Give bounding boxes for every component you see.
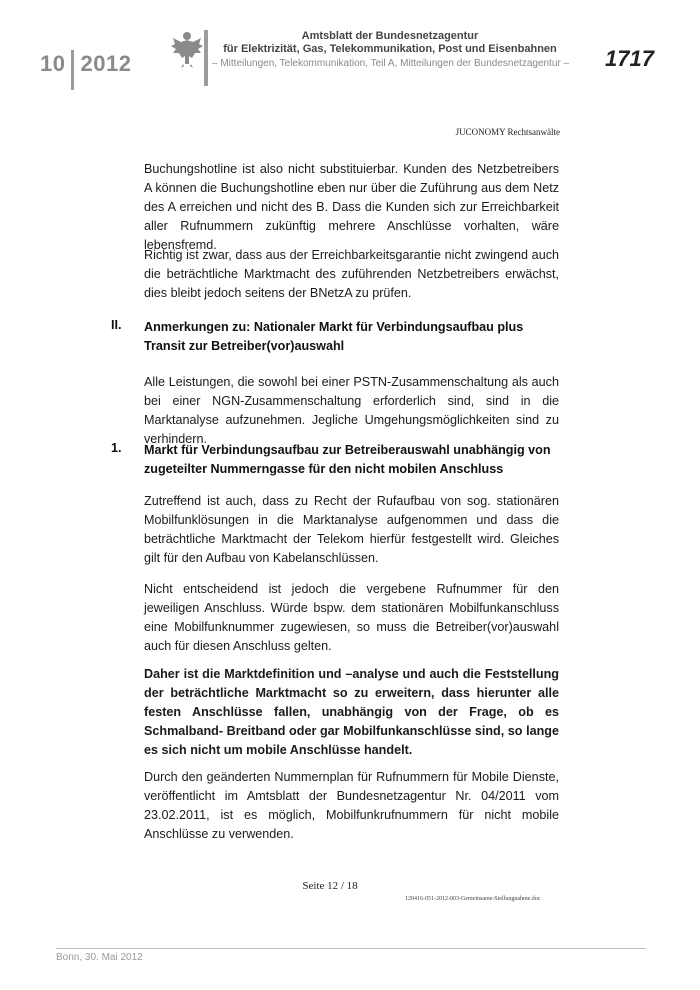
paragraph-7: Durch den geänderten Nummernplan für Rufnummern für Mobile Dienste, veröffentlicht im Amtsblatt der Bundesnetzagentur Nr. 04/2011 vom 23.02.2011, ist es möglich, Mobilfunkrufnummern für nicht mobile Anschlüsse zu verwenden. (144, 770, 559, 841)
page-label: Seite 12 / 18 (302, 880, 358, 892)
journal-subtitle: – Mitteilungen, Telekommunikation, Teil A, Mitteilungen der Bundesnetzagentur – (212, 58, 570, 69)
journal-title (200, 30, 580, 56)
section-number-1: 1. (111, 441, 122, 455)
issue-year: 2012 (80, 51, 132, 76)
page-number: 1717 (605, 46, 654, 71)
paragraph-5: Nicht entscheidend ist jedoch die vergebene Rufnummer für den jeweiligen Anschluss. Würde bspw. dem stationären Mobilfunkanschluss eine Mobilfunknummer zugewiesen, so muss die Betreiber(vor)auswahl auch für diesen Anschluss gelten. (144, 582, 559, 653)
paragraph-1: Buchungshotline ist also nicht substituierbar. Kunden des Netzbetreibers A können die Buchungshotline eben nur über die Zuführung aus dem Netz des A erreichen und nicht des B. Dass die Kunden sich zur Erreichbarkeit aller Rufnummern zukünftig mehrere Anschlüsse vorhalten, wäre lebensfremd. (144, 162, 559, 252)
section-number-ii: II. (111, 318, 122, 332)
issue-number: 10 (40, 51, 66, 76)
section-heading-ii: Anmerkungen zu: Nationaler Markt für Verbindungsaufbau plus Transit zur Betreiber(vor)auswahl (144, 320, 524, 353)
issue-number-year (40, 44, 131, 84)
footer-divider (56, 948, 646, 949)
paragraph-4: Zutreffend ist auch, dass zu Recht der Rufaufbau von sog. stationären Mobilfunklösungen in die Marktanalyse aufgenommen und dass die beträchtliche Marktmacht der Telekom hierfür festgestellt wird. Gleiches gilt für den Aufbau von Kabelanschlüssen. (144, 494, 559, 565)
journal-title-line1: Amtsblatt der Bundesnetzagentur (301, 30, 479, 42)
paragraph-2: Richtig ist zwar, dass aus der Erreichbarkeitsgarantie nicht zwingend auch die beträchtliche Marktmacht des zuführenden Netzbetreibers erwächst, dies bleibt jedoch seitens der BNetzA zu prüfen. (144, 248, 559, 300)
federal-eagle-icon (170, 28, 204, 68)
publication-date: Bonn, 30. Mai 2012 (56, 952, 143, 963)
section-heading-1: Markt für Verbindungsaufbau zur Betreiberauswahl unabhängig von zugeteilter Nummerngasse für den nicht mobilen Anschluss (144, 443, 551, 476)
paragraph-6-emphasis: Daher ist die Marktdefinition und –analyse und auch die Feststellung der beträchtliche Marktmacht so zu erweitern, dass hierunter alle festen Anschlüsse fallen, unabhängig von der Frage, ob es Schmalband- Breitband oder gar Mobilfunkanschlüsse sind, so lange es sich nicht um mobile Anschlüsse handelt. (144, 667, 559, 757)
header-separator (71, 50, 74, 90)
paragraph-3: Alle Leistungen, die sowohl bei einer PSTN-Zusammenschaltung als auch bei einer NGN-Zusammenschaltung erforderlich sind, sind in die Marktanalyse aufzunehmen. Jegliche Umgehungsmöglichkeiten sind zu verhindern. (144, 375, 559, 446)
law-firm-name: JUCONOMY Rechtsanwälte (455, 127, 560, 137)
journal-title-line2: für Elektrizität, Gas, Telekommunikation, Post und Eisenbahnen (223, 43, 557, 55)
file-name: 120416-051-2012-003-Gemeinsame-Stellungnahme.doc (405, 896, 541, 902)
